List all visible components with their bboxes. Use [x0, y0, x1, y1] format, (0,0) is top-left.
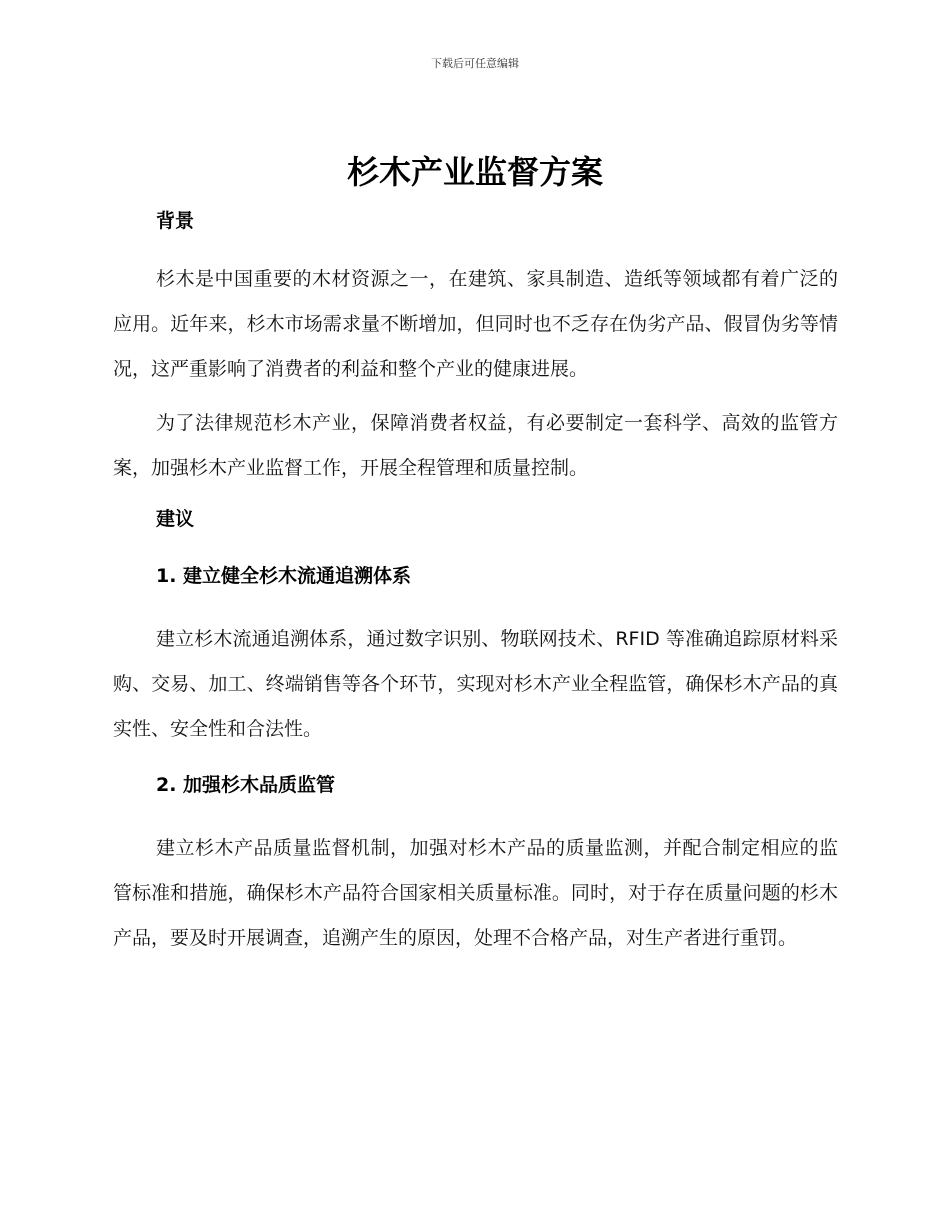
document-body — [113, 205, 838, 961]
background-heading: 背景 — [156, 210, 195, 232]
item-2-paragraph: 建立杉木产品质量监督机制，加强对杉木产品的质量监测，并配合制定相应的监管标准和措施，确保杉木产品符合国家相关质量标准。同时，对于存在质量问题的杉木产品，要及时开展调查，追溯产生的原因，处理不合格产品，对生产者进行重罚。 — [113, 837, 838, 949]
item-2-heading: 2. 加强杉木品质监管 — [156, 774, 336, 796]
item-1-paragraph: 建立杉木流通追溯体系，通过数字识别、物联网技术、RFID 等准确追踪原材料采购、交易、加工、终端销售等各个环节，实现对杉木产业全程监管，确保杉木产品的真实性、安全性和合法性。 — [113, 628, 838, 740]
background-paragraph-1: 杉木是中国重要的木材资源之一，在建筑、家具制造、造纸等领域都有着广泛的应用。近年来，杉木市场需求量不断增加，但同时也不乏存在伪劣产品、假冒伪劣等情况，这严重影响了消费者的利益和整个产业的健康进展。 — [113, 268, 838, 380]
document-title: 杉木产业监督方案 — [346, 153, 603, 191]
suggestion-heading: 建议 — [156, 508, 195, 530]
item-1-heading: 1. 建立健全杉木流通追溯体系 — [156, 565, 412, 587]
header-note: 下载后可任意编辑 — [431, 57, 519, 70]
background-paragraph-2: 为了法律规范杉木产业，保障消费者权益，有必要制定一套科学、高效的监管方案，加强杉木产业监督工作，开展全程管理和质量控制。 — [113, 412, 838, 479]
